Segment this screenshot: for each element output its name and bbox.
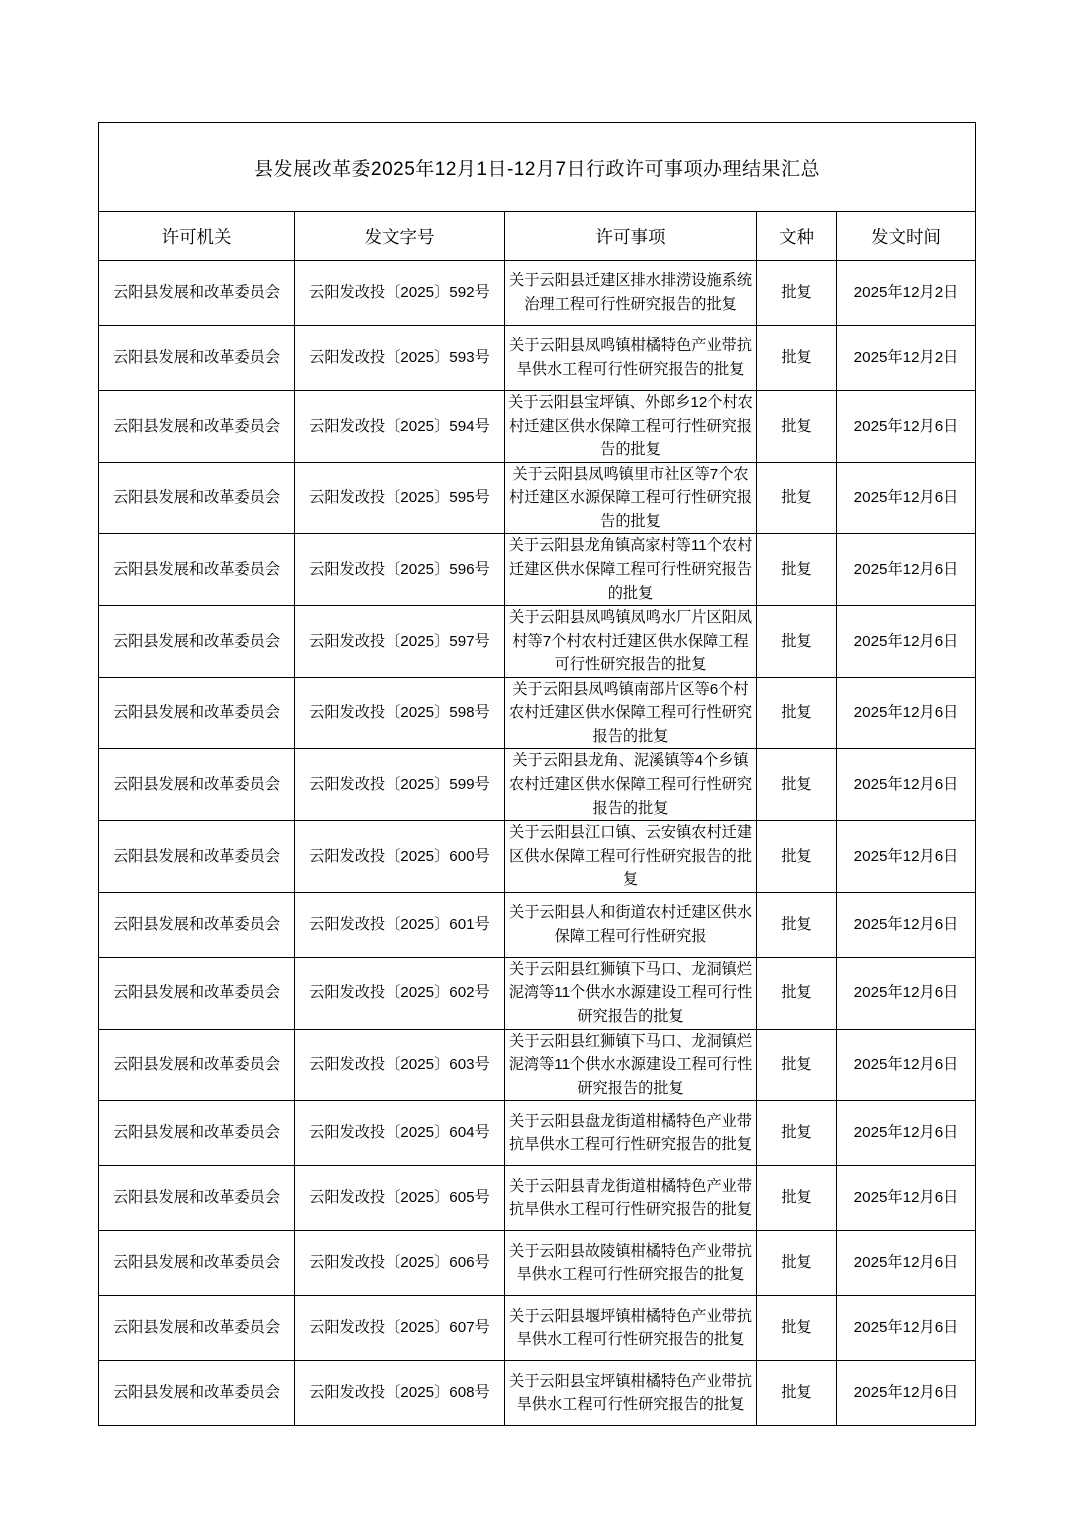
cell-agency: 云阳县发展和改革委员会 [99, 326, 295, 391]
cell-doc-number: 云阳发改投〔2025〕601号 [295, 892, 505, 957]
cell-date: 2025年12月6日 [837, 1296, 976, 1361]
cell-agency: 云阳县发展和改革委员会 [99, 821, 295, 893]
cell-doc-number: 云阳发改投〔2025〕604号 [295, 1101, 505, 1166]
cell-agency: 云阳县发展和改革委员会 [99, 1296, 295, 1361]
cell-item: 关于云阳县江口镇、云安镇农村迁建区供水保障工程可行性研究报告的批复 [505, 821, 757, 893]
cell-agency: 云阳县发展和改革委员会 [99, 391, 295, 463]
column-header-type: 文种 [757, 212, 837, 261]
cell-date: 2025年12月6日 [837, 1361, 976, 1426]
cell-item: 关于云阳县红狮镇下马口、龙洞镇烂泥湾等11个供水水源建设工程可行性研究报告的批复 [505, 1029, 757, 1101]
table-body [99, 261, 976, 1426]
cell-agency: 云阳县发展和改革委员会 [99, 606, 295, 678]
table-row [99, 1231, 976, 1296]
table-row [99, 391, 976, 463]
cell-type: 批复 [757, 261, 837, 326]
cell-date: 2025年12月6日 [837, 1029, 976, 1101]
table-row [99, 677, 976, 749]
cell-type: 批复 [757, 1296, 837, 1361]
cell-doc-number: 云阳发改投〔2025〕602号 [295, 957, 505, 1029]
cell-agency: 云阳县发展和改革委员会 [99, 1231, 295, 1296]
cell-date: 2025年12月6日 [837, 1101, 976, 1166]
table-row [99, 1361, 976, 1426]
column-header-doc-number: 发文字号 [295, 212, 505, 261]
cell-item: 关于云阳县宝坪镇、外郎乡12个村农村迁建区供水保障工程可行性研究报告的批复 [505, 391, 757, 463]
cell-item: 关于云阳县红狮镇下马口、龙洞镇烂泥湾等11个供水水源建设工程可行性研究报告的批复 [505, 957, 757, 1029]
table-row [99, 261, 976, 326]
cell-doc-number: 云阳发改投〔2025〕593号 [295, 326, 505, 391]
cell-agency: 云阳县发展和改革委员会 [99, 1101, 295, 1166]
cell-agency: 云阳县发展和改革委员会 [99, 892, 295, 957]
table-head [99, 123, 976, 261]
cell-item: 关于云阳县盘龙街道柑橘特色产业带抗旱供水工程可行性研究报告的批复 [505, 1101, 757, 1166]
cell-doc-number: 云阳发改投〔2025〕594号 [295, 391, 505, 463]
cell-type: 批复 [757, 1361, 837, 1426]
cell-date: 2025年12月6日 [837, 606, 976, 678]
cell-date: 2025年12月6日 [837, 1166, 976, 1231]
cell-agency: 云阳县发展和改革委员会 [99, 534, 295, 606]
table-row [99, 749, 976, 821]
cell-type: 批复 [757, 892, 837, 957]
cell-date: 2025年12月2日 [837, 326, 976, 391]
table-row [99, 326, 976, 391]
cell-date: 2025年12月2日 [837, 261, 976, 326]
cell-doc-number: 云阳发改投〔2025〕607号 [295, 1296, 505, 1361]
table-row [99, 462, 976, 534]
column-header-agency: 许可机关 [99, 212, 295, 261]
cell-date: 2025年12月6日 [837, 749, 976, 821]
cell-type: 批复 [757, 821, 837, 893]
cell-type: 批复 [757, 534, 837, 606]
column-header-row [99, 212, 976, 261]
cell-type: 批复 [757, 391, 837, 463]
cell-date: 2025年12月6日 [837, 462, 976, 534]
table-row [99, 821, 976, 893]
cell-item: 关于云阳县龙角、泥溪镇等4个乡镇农村迁建区供水保障工程可行性研究报告的批复 [505, 749, 757, 821]
table-row [99, 957, 976, 1029]
cell-agency: 云阳县发展和改革委员会 [99, 462, 295, 534]
cell-agency: 云阳县发展和改革委员会 [99, 749, 295, 821]
cell-doc-number: 云阳发改投〔2025〕592号 [295, 261, 505, 326]
table-row [99, 606, 976, 678]
cell-date: 2025年12月6日 [837, 892, 976, 957]
cell-type: 批复 [757, 462, 837, 534]
cell-date: 2025年12月6日 [837, 821, 976, 893]
table-row [99, 1166, 976, 1231]
column-header-date: 发文时间 [837, 212, 976, 261]
cell-agency: 云阳县发展和改革委员会 [99, 1361, 295, 1426]
cell-item: 关于云阳县堰坪镇柑橘特色产业带抗旱供水工程可行性研究报告的批复 [505, 1296, 757, 1361]
cell-type: 批复 [757, 749, 837, 821]
cell-doc-number: 云阳发改投〔2025〕596号 [295, 534, 505, 606]
cell-type: 批复 [757, 957, 837, 1029]
table-row [99, 1101, 976, 1166]
cell-doc-number: 云阳发改投〔2025〕600号 [295, 821, 505, 893]
column-header-item: 许可事项 [505, 212, 757, 261]
cell-doc-number: 云阳发改投〔2025〕598号 [295, 677, 505, 749]
document-title: 县发展改革委2025年12月1日-12月7日行政许可事项办理结果汇总 [99, 123, 976, 212]
cell-type: 批复 [757, 677, 837, 749]
cell-doc-number: 云阳发改投〔2025〕595号 [295, 462, 505, 534]
cell-date: 2025年12月6日 [837, 957, 976, 1029]
cell-agency: 云阳县发展和改革委员会 [99, 1029, 295, 1101]
cell-doc-number: 云阳发改投〔2025〕608号 [295, 1361, 505, 1426]
cell-doc-number: 云阳发改投〔2025〕603号 [295, 1029, 505, 1101]
cell-item: 关于云阳县龙角镇高家村等11个农村迁建区供水保障工程可行性研究报告的批复 [505, 534, 757, 606]
cell-doc-number: 云阳发改投〔2025〕597号 [295, 606, 505, 678]
cell-item: 关于云阳县人和街道农村迁建区供水保障工程可行性研究报 [505, 892, 757, 957]
cell-doc-number: 云阳发改投〔2025〕599号 [295, 749, 505, 821]
cell-type: 批复 [757, 1029, 837, 1101]
table-row [99, 534, 976, 606]
cell-doc-number: 云阳发改投〔2025〕605号 [295, 1166, 505, 1231]
cell-date: 2025年12月6日 [837, 391, 976, 463]
cell-doc-number: 云阳发改投〔2025〕606号 [295, 1231, 505, 1296]
cell-item: 关于云阳县凤鸣镇南部片区等6个村农村迁建区供水保障工程可行性研究报告的批复 [505, 677, 757, 749]
cell-item: 关于云阳县凤鸣镇柑橘特色产业带抗旱供水工程可行性研究报告的批复 [505, 326, 757, 391]
cell-date: 2025年12月6日 [837, 677, 976, 749]
table-row [99, 1296, 976, 1361]
cell-item: 关于云阳县宝坪镇柑橘特色产业带抗旱供水工程可行性研究报告的批复 [505, 1361, 757, 1426]
cell-agency: 云阳县发展和改革委员会 [99, 677, 295, 749]
cell-agency: 云阳县发展和改革委员会 [99, 957, 295, 1029]
permit-results-table [98, 122, 976, 1426]
cell-agency: 云阳县发展和改革委员会 [99, 261, 295, 326]
cell-item: 关于云阳县迁建区排水排涝设施系统治理工程可行性研究报告的批复 [505, 261, 757, 326]
cell-agency: 云阳县发展和改革委员会 [99, 1166, 295, 1231]
cell-type: 批复 [757, 1231, 837, 1296]
cell-date: 2025年12月6日 [837, 1231, 976, 1296]
cell-type: 批复 [757, 326, 837, 391]
cell-item: 关于云阳县凤鸣镇里市社区等7个农村迁建区水源保障工程可行性研究报告的批复 [505, 462, 757, 534]
table-row [99, 1029, 976, 1101]
cell-type: 批复 [757, 1101, 837, 1166]
cell-type: 批复 [757, 606, 837, 678]
cell-item: 关于云阳县凤鸣镇凤鸣水厂片区阳凤村等7个村农村迁建区供水保障工程可行性研究报告的批复 [505, 606, 757, 678]
cell-item: 关于云阳县青龙街道柑橘特色产业带抗旱供水工程可行性研究报告的批复 [505, 1166, 757, 1231]
title-row [99, 123, 976, 212]
cell-date: 2025年12月6日 [837, 534, 976, 606]
cell-type: 批复 [757, 1166, 837, 1231]
table-row [99, 892, 976, 957]
cell-item: 关于云阳县故陵镇柑橘特色产业带抗旱供水工程可行性研究报告的批复 [505, 1231, 757, 1296]
